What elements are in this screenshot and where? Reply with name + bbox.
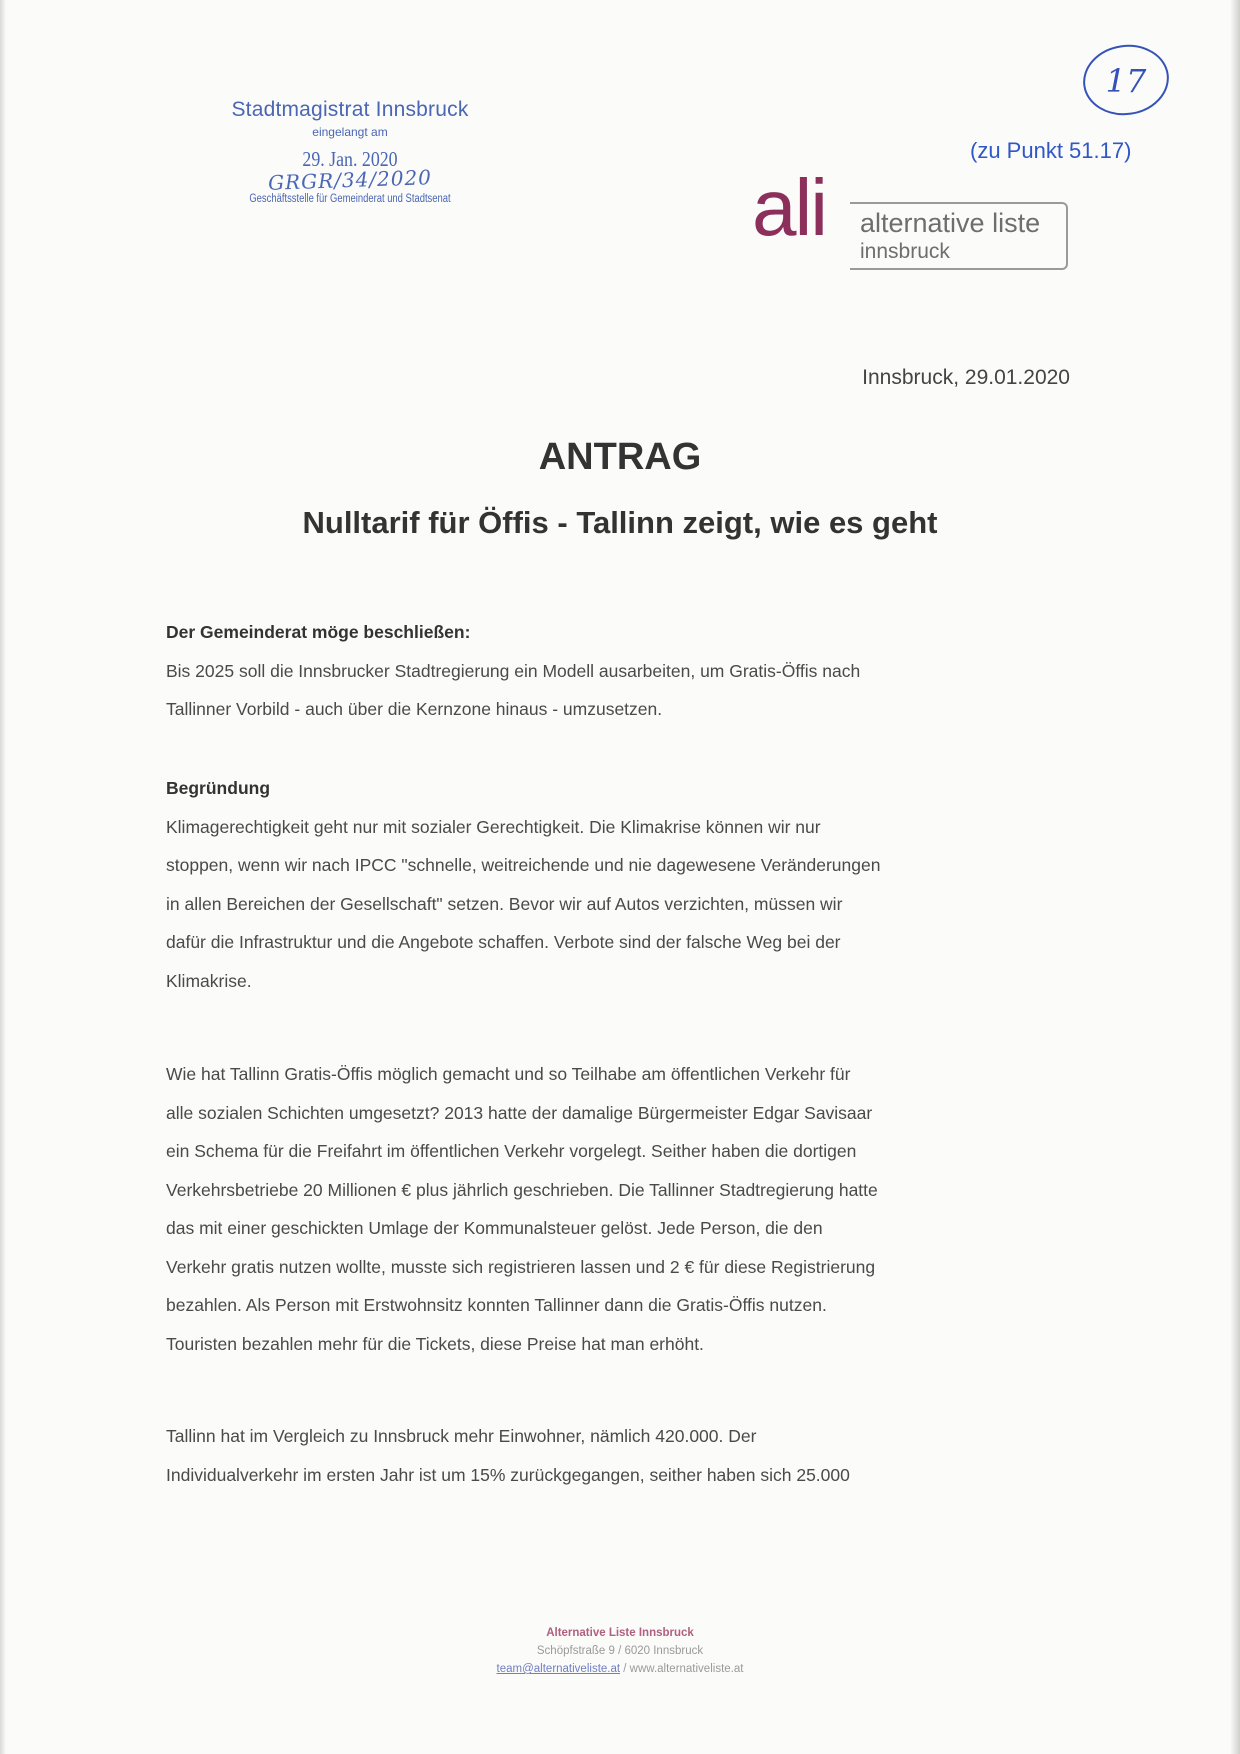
text-line: in allen Bereichen der Gesellschaft" setzen. Bevor wir auf Autos verzichten, müssen wir bbox=[166, 893, 843, 914]
text-line: stoppen, wenn wir nach IPCC "schnelle, weitreichende und nie dagewesene Veränderungen bbox=[166, 855, 881, 875]
text-line: Touristen bezahlen mehr für die Tickets, diese Preise hat man erhöht. bbox=[166, 1333, 704, 1354]
text-line: ein Schema für die Freifahrt im öffentlichen Verkehr vorgelegt. Seither haben die dortigen bbox=[166, 1141, 857, 1161]
logo-text-line1: alternative liste bbox=[860, 208, 1041, 238]
justification-section bbox=[166, 769, 1076, 1000]
stamp-reference: GRGR/34/2020 bbox=[267, 165, 433, 195]
stamp-date: 29. Jan. 2020 bbox=[302, 147, 398, 171]
text-line: dafür die Infrastruktur und die Angebote schaffen. Verbote sind der falsche Weg bei der bbox=[166, 932, 841, 952]
footer-address: Schöpfstraße 9 / 6020 Innsbruck bbox=[536, 1645, 704, 1657]
document-title: ANTRAG bbox=[538, 436, 702, 478]
page-edge-shadow bbox=[0, 0, 6, 1754]
footer-org: Alternative Liste Innsbruck bbox=[546, 1627, 694, 1639]
text-line: Klimagerechtigkeit geht nur mit sozialer Gerechtigkeit. Die Klimakrise können wir nur bbox=[166, 816, 821, 837]
circled-number bbox=[1080, 40, 1172, 120]
page-footer bbox=[0, 1624, 1240, 1678]
document-subtitle: Nulltarif für Öffis - Tallinn zeigt, wie es geht bbox=[302, 505, 938, 540]
footer-email-link[interactable]: team@alternativeliste.at bbox=[496, 1663, 621, 1675]
text-line: Wie hat Tallinn Gratis-Öffis möglich gemacht und so Teilhabe am öffentlichen Verkehr für bbox=[166, 1064, 851, 1084]
justification-heading: Begründung bbox=[166, 778, 271, 798]
text-line: Individualverkehr im ersten Jahr ist um 15% zurückgegangen, seither haben sich 25.000 bbox=[166, 1464, 850, 1485]
text-line: Bis 2025 soll die Innsbrucker Stadtregierung ein Modell ausarbeiten, um Gratis-Öffis nach bbox=[166, 660, 861, 681]
text-line: Tallinner Vorbild - auch über die Kernzone hinaus - umzusetzen. bbox=[166, 699, 663, 719]
text-line: alle sozialen Schichten umgesetzt? 2013 hatte der damalige Bürgermeister Edgar Savisaar bbox=[166, 1102, 873, 1123]
paragraph bbox=[166, 1417, 1076, 1494]
text-line: Tallinn hat im Vergleich zu Innsbruck mehr Einwohner, nämlich 420.000. Der bbox=[166, 1426, 757, 1446]
circled-number-text: 17 bbox=[1105, 62, 1147, 100]
text-line: bezahlen. Als Person mit Erstwohnsitz konnten Tallinner dann die Gratis-Öffis nutzen. bbox=[166, 1295, 827, 1315]
footer-contact bbox=[0, 1660, 1240, 1678]
page-edge-shadow bbox=[1230, 0, 1240, 1754]
motion-section bbox=[166, 613, 1076, 729]
ali-logo bbox=[752, 163, 1072, 274]
text-line: Verkehr gratis nutzen wollte, musste sich registrieren lassen und 2 € für diese Registrierung bbox=[166, 1256, 876, 1277]
document-date: Innsbruck, 29.01.2020 bbox=[862, 366, 1070, 389]
stamp-received-label: eingelangt am bbox=[312, 125, 388, 139]
motion-heading: Der Gemeinderat möge beschließen: bbox=[166, 622, 471, 642]
receipt-stamp bbox=[190, 98, 510, 205]
point-reference: (zu Punkt 51.17) bbox=[970, 138, 1132, 163]
logo-mark: ali bbox=[752, 163, 827, 252]
paragraph bbox=[166, 1055, 1076, 1363]
footer-separator: / bbox=[620, 1663, 630, 1675]
footer-website[interactable]: www.alternativeliste.at bbox=[629, 1663, 744, 1675]
text-line: Verkehrsbetriebe 20 Millionen € plus jährlich geschrieben. Die Tallinner Stadtregierung hatte bbox=[166, 1179, 878, 1200]
logo-text-line2: innsbruck bbox=[860, 240, 950, 263]
text-line: Klimakrise. bbox=[166, 970, 252, 991]
text-line: das mit einer geschickten Umlage der Kommunalsteuer gelöst. Jede Person, die den bbox=[166, 1218, 823, 1238]
stamp-department: Geschäftsstelle für Gemeinderat und Stadtsenat bbox=[249, 193, 451, 205]
stamp-org: Stadtmagistrat Innsbruck bbox=[231, 98, 469, 121]
